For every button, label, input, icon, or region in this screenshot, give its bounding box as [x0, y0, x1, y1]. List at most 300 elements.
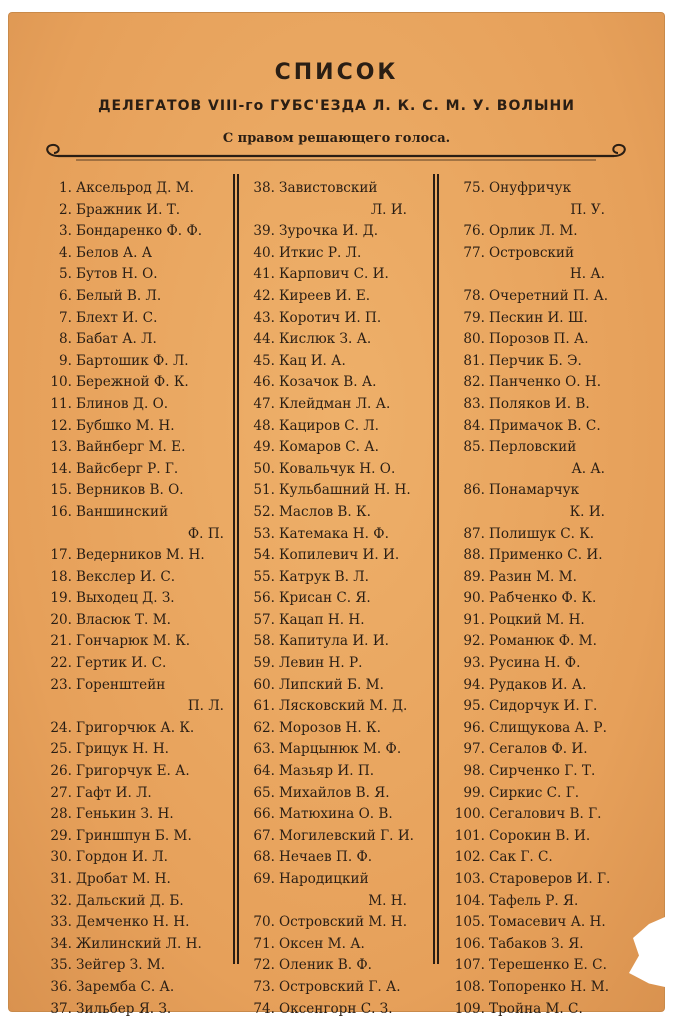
delegate-name: Перчик Б. Э.	[489, 352, 582, 369]
delegate-entry	[243, 308, 433, 330]
delegate-entry	[42, 459, 242, 481]
delegate-number: 95.	[463, 698, 485, 715]
delegate-entry	[243, 739, 433, 761]
delegate-number: 57.	[253, 611, 275, 628]
delegate-entry	[243, 329, 433, 351]
delegate-entry	[445, 610, 635, 632]
delegate-entry	[445, 308, 635, 330]
delegate-name: Блинов Д. О.	[76, 395, 169, 412]
document-sheet	[8, 12, 665, 1017]
delegate-entry	[243, 847, 433, 869]
delegate-name: Комаров С. А.	[279, 439, 379, 456]
delegate-number: 90.	[463, 590, 485, 607]
delegate-name: Кацап Н. Н.	[279, 611, 365, 628]
delegate-number: 87.	[463, 525, 485, 542]
document-subtitle: ДЕЛЕГАТОВ VIII-го ГУБС'ЕЗДА Л. К. С. М. У. ВОЛЫНИ	[98, 98, 575, 114]
delegate-entry	[243, 999, 433, 1021]
delegate-entry	[243, 394, 433, 416]
delegate-name: Белов А. А	[76, 244, 153, 261]
delegate-entry	[243, 804, 433, 826]
delegate-number: 3.	[59, 223, 72, 240]
delegate-number: 68.	[253, 849, 275, 866]
delegate-entry	[42, 912, 242, 934]
delegate-entry	[42, 372, 242, 394]
delegate-initials: А. А.	[571, 460, 605, 477]
delegate-entry	[243, 372, 433, 394]
delegate-entry	[243, 351, 433, 373]
delegate-name: Народицкий	[279, 871, 369, 887]
delegate-name: Верников В. О.	[76, 482, 184, 499]
delegate-entry	[243, 588, 433, 610]
delegate-entry	[42, 610, 242, 632]
delegate-number: 86.	[463, 482, 485, 499]
delegate-entry	[42, 437, 242, 459]
delegate-number: 67.	[253, 827, 275, 844]
delegate-name: Романюк Ф. М.	[489, 633, 597, 650]
delegate-number: 91.	[463, 611, 485, 628]
delegate-number: 38.	[253, 180, 275, 196]
delegate-name: Ваншинский	[76, 503, 169, 520]
delegate-initials: К. И.	[569, 503, 605, 520]
delegate-entry	[445, 869, 635, 891]
delegate-name: Табаков З. Я.	[489, 935, 584, 952]
delegate-number: 62.	[253, 719, 275, 736]
delegate-number: 106.	[454, 935, 485, 952]
delegate-name: Бутов Н. О.	[76, 266, 158, 283]
delegate-number: 103.	[454, 871, 485, 887]
delegate-name: Порозов П. А.	[489, 331, 589, 348]
delegate-number: 56.	[253, 590, 275, 607]
delegate-name: Михайлов В. Я.	[279, 784, 390, 801]
delegate-entry	[445, 955, 635, 977]
delegate-entry	[445, 221, 635, 243]
delegate-entry	[445, 739, 635, 761]
delegate-name: Катрук В. Л.	[279, 568, 369, 585]
delegate-entry	[243, 416, 433, 438]
delegate-number: 31.	[50, 871, 72, 887]
delegate-entry	[445, 631, 635, 653]
delegate-number: 64.	[253, 763, 275, 780]
delegate-name: Тафель Р. Я.	[489, 892, 579, 909]
delegate-number: 16.	[50, 503, 72, 520]
delegate-name: Нечаев П. Ф.	[279, 849, 373, 866]
delegate-number: 85.	[463, 439, 485, 456]
delegate-number: 7.	[59, 309, 72, 326]
delegate-entry	[243, 761, 433, 783]
delegate-name: Вайнберг М. Е.	[76, 439, 186, 456]
delegate-initials: Л. И.	[370, 201, 407, 218]
delegate-number: 74.	[253, 1000, 275, 1017]
delegate-number: 105.	[454, 914, 485, 931]
delegate-number: 49.	[253, 439, 275, 456]
delegate-name: Сиркис С. Г.	[489, 784, 580, 801]
delegate-name: Бондаренко Ф. Ф.	[76, 223, 203, 240]
delegate-name: Оленик В. Ф.	[279, 957, 372, 974]
delegate-initials: Ф. П.	[187, 525, 224, 542]
delegate-number: 33.	[50, 914, 72, 931]
delegate-entry	[445, 675, 635, 697]
delegate-name: Вайсберг Р. Г.	[76, 460, 179, 477]
voting-rights-note: С правом решающего голоса.	[222, 131, 451, 146]
delegate-number: 47.	[253, 395, 275, 412]
delegate-entry	[445, 934, 635, 956]
delegate-name: Сирченко Г. Т.	[489, 763, 596, 780]
delegate-name: Жилинский Л. Н.	[76, 935, 202, 952]
delegate-number: 8.	[59, 331, 72, 348]
delegate-name: Маслов В. К.	[279, 503, 371, 520]
delegate-name: Роцкий М. Н.	[489, 611, 585, 628]
delegate-name: Гончарюк М. К.	[76, 633, 191, 650]
delegate-name: Бережной Ф. К.	[76, 374, 189, 391]
delegate-number: 107.	[454, 957, 485, 974]
delegate-entry	[42, 264, 242, 286]
delegate-entry	[42, 977, 242, 999]
delegate-name: Зейгер З. М.	[76, 957, 166, 974]
delegate-name: Катемака Н. Ф.	[279, 525, 389, 542]
delegate-entry	[42, 329, 242, 351]
delegate-entry	[243, 696, 433, 718]
delegate-name: Перловский	[489, 439, 577, 456]
delegate-number: 9.	[59, 352, 72, 369]
delegate-column-1	[42, 178, 242, 1020]
delegate-name: Григорчюк А. К.	[76, 719, 195, 736]
delegate-name: Сидорчук И. Г.	[489, 698, 598, 715]
delegate-entry	[42, 718, 242, 740]
delegate-name: Морозов Н. К.	[279, 719, 381, 736]
delegate-entry	[42, 783, 242, 805]
delegate-entry	[243, 243, 433, 265]
delegate-name: Липский Б. М.	[279, 676, 384, 693]
delegate-name: Коротич И. П.	[279, 309, 382, 326]
delegate-number: 89.	[463, 568, 485, 585]
delegate-number: 22.	[50, 655, 72, 672]
delegate-number: 97.	[463, 741, 485, 758]
delegate-name: Марцынюк М. Ф.	[279, 741, 402, 758]
delegate-entry	[243, 631, 433, 653]
delegate-number: 40.	[253, 244, 275, 261]
delegate-entry	[445, 718, 635, 740]
delegate-name: Орлик Л. М.	[489, 223, 578, 240]
delegate-entry	[243, 221, 433, 243]
delegate-number: 10.	[50, 374, 72, 391]
delegate-entry	[42, 934, 242, 956]
delegate-entry	[243, 955, 433, 977]
delegate-number: 18.	[50, 568, 72, 585]
delegate-name: Кац И. А.	[279, 352, 346, 369]
delegate-number: 78.	[463, 287, 485, 304]
delegate-name: Оксенгорн С. З.	[279, 1000, 393, 1017]
delegate-entry	[445, 286, 635, 308]
delegate-name: Гриншпун Б. М.	[76, 827, 192, 844]
delegate-number: 100.	[454, 806, 485, 823]
delegate-name: Островский М. Н.	[279, 914, 408, 931]
delegate-name: Русина Н. Ф.	[489, 655, 581, 672]
delegate-name: Матюхина О. В.	[279, 806, 393, 823]
delegate-entry	[243, 545, 433, 567]
delegate-number: 5.	[59, 266, 72, 283]
delegate-name: Староверов И. Г.	[489, 871, 611, 887]
delegate-entry	[42, 394, 242, 416]
delegate-entry	[445, 480, 635, 502]
delegate-entry	[42, 869, 242, 891]
delegate-entry	[42, 804, 242, 826]
delegate-number: 81.	[463, 352, 485, 369]
delegate-number: 23.	[50, 676, 72, 693]
delegate-entry	[243, 912, 433, 934]
delegate-name: Лясковский М. Д.	[279, 698, 408, 715]
delegate-name: Крисан С. Я.	[279, 590, 371, 607]
delegate-number: 82.	[463, 374, 485, 391]
delegate-name: Генькин З. Н.	[76, 806, 174, 823]
delegate-number: 53.	[253, 525, 275, 542]
delegate-name: Власюк Т. М.	[76, 611, 171, 628]
delegate-name: Ковальчук Н. О.	[279, 460, 396, 477]
delegate-number: 79.	[463, 309, 485, 326]
delegate-name: Пескин И. Ш.	[489, 309, 588, 326]
delegate-number: 109.	[454, 1000, 485, 1017]
delegate-entry	[243, 977, 433, 999]
delegate-number: 11.	[50, 395, 72, 412]
delegate-entry	[42, 178, 242, 200]
delegate-number: 76.	[463, 223, 485, 240]
delegate-column-2	[243, 178, 433, 1020]
delegate-number: 15.	[50, 482, 72, 499]
delegate-initials: М. Н.	[368, 892, 407, 909]
delegate-name: Аксельрод Д. М.	[76, 180, 194, 196]
delegate-number: 71.	[253, 935, 275, 952]
delegate-number: 17.	[50, 547, 72, 564]
delegate-number: 42.	[253, 287, 275, 304]
delegate-entry	[243, 869, 433, 891]
delegate-entry	[445, 178, 635, 200]
delegate-entry	[42, 847, 242, 869]
delegate-name: Примачок В. С.	[489, 417, 601, 434]
delegate-entry	[42, 243, 242, 265]
delegate-number: 108.	[454, 978, 485, 995]
delegate-number: 61.	[253, 698, 275, 715]
delegate-number: 77.	[463, 244, 485, 261]
delegate-name: Заремба С. А.	[76, 978, 175, 995]
delegate-number: 70.	[253, 914, 275, 931]
delegate-name: Левин Н. Р.	[279, 655, 363, 672]
delegate-number: 54.	[253, 547, 275, 564]
delegate-number: 30.	[50, 849, 72, 866]
delegate-name: Сегалович В. Г.	[489, 806, 602, 823]
delegate-entry	[243, 783, 433, 805]
delegate-number: 84.	[463, 417, 485, 434]
delegate-number: 99.	[463, 784, 485, 801]
delegate-entry	[445, 696, 635, 718]
delegate-number: 69.	[253, 871, 275, 887]
delegate-name: Завистовский	[279, 180, 378, 196]
delegate-name: Зильбер Я. З.	[76, 1000, 172, 1017]
delegate-entry	[445, 891, 635, 913]
delegate-name: Ведерников М. Н.	[76, 547, 205, 564]
delegate-entry	[42, 480, 242, 502]
delegate-number: 80.	[463, 331, 485, 348]
delegate-number: 63.	[253, 741, 275, 758]
delegate-entry	[42, 761, 242, 783]
delegate-name: Рудаков И. А.	[489, 676, 587, 693]
delegate-entry	[445, 761, 635, 783]
delegate-entry	[42, 826, 242, 848]
delegate-number: 83.	[463, 395, 485, 412]
delegate-name: Полишук С. К.	[489, 525, 595, 542]
delegate-number: 19.	[50, 590, 72, 607]
delegate-entry	[42, 999, 242, 1021]
delegate-entry	[243, 502, 433, 524]
delegate-name: Бартошик Ф. Л.	[76, 352, 189, 369]
delegate-name: Сак Г. С.	[489, 849, 553, 866]
delegate-entry	[243, 178, 433, 200]
delegate-name: Понамарчук	[489, 482, 580, 499]
delegate-entry	[42, 286, 242, 308]
delegate-number: 26.	[50, 763, 72, 780]
delegate-name: Блехт И. С.	[76, 309, 158, 326]
delegate-entry	[445, 588, 635, 610]
delegate-number: 60.	[253, 676, 275, 693]
delegate-initials: П. У.	[570, 201, 605, 218]
delegate-number: 88.	[463, 547, 485, 564]
delegate-number: 52.	[253, 503, 275, 520]
delegate-entry	[445, 847, 635, 869]
delegate-number: 48.	[253, 417, 275, 434]
delegate-name: Киреев И. Е.	[279, 287, 371, 304]
delegate-name: Сегалов Ф. И.	[489, 741, 588, 758]
delegate-entry	[445, 977, 635, 999]
delegate-number: 39.	[253, 223, 275, 240]
delegate-entry	[445, 783, 635, 805]
delegate-number: 73.	[253, 978, 275, 995]
delegate-name: Терешенко Е. С.	[489, 957, 607, 974]
delegate-name: Зурочка И. Д.	[279, 223, 379, 240]
delegate-entry	[445, 437, 635, 459]
delegate-name: Дальский Д. Б.	[76, 892, 184, 909]
delegate-number: 44.	[253, 331, 275, 348]
delegate-initials: Н. А.	[569, 266, 605, 283]
delegate-entry	[445, 999, 635, 1021]
delegate-entry	[243, 524, 433, 546]
delegate-entry	[243, 264, 433, 286]
delegate-name: Панченко О. Н.	[489, 374, 602, 391]
delegate-name: Слищукова А. Р.	[489, 719, 607, 736]
delegate-entry	[445, 351, 635, 373]
delegate-name: Островский	[489, 244, 575, 261]
delegate-entry	[42, 588, 242, 610]
delegate-name: Демченко Н. Н.	[76, 914, 190, 931]
delegate-entry	[243, 653, 433, 675]
delegate-name: Бражник И. Т.	[76, 201, 181, 218]
delegate-entry	[445, 804, 635, 826]
delegate-number: 96.	[463, 719, 485, 736]
delegate-number: 65.	[253, 784, 275, 801]
delegate-name: Капитула И. И.	[279, 633, 389, 650]
delegate-number: 66.	[253, 806, 275, 823]
delegate-name: Гафт И. Л.	[76, 784, 152, 801]
delegate-number: 51.	[253, 482, 275, 499]
delegate-entry	[243, 437, 433, 459]
delegate-name: Оксен М. А.	[279, 935, 365, 952]
delegate-number: 13.	[50, 439, 72, 456]
delegate-name: Кациров С. Л.	[279, 417, 379, 434]
delegate-number: 102.	[454, 849, 485, 866]
delegate-name: Козачок В. А.	[279, 374, 377, 391]
delegate-name: Островский Г. А.	[279, 978, 401, 995]
delegate-name: Тройна М. С.	[489, 1000, 583, 1017]
delegate-name: Копилевич И. И.	[279, 547, 400, 564]
delegate-column-3	[445, 178, 635, 1020]
delegate-number: 28.	[50, 806, 72, 823]
delegate-name: Топоренко Н. М.	[489, 978, 610, 995]
delegate-number: 4.	[59, 244, 72, 261]
delegate-entry	[243, 675, 433, 697]
delegate-name: Рабченко Ф. К.	[489, 590, 597, 607]
delegate-number: 6.	[59, 287, 72, 304]
delegate-name: Сорокин В. И.	[489, 827, 591, 844]
delegate-number: 24.	[50, 719, 72, 736]
delegate-number: 20.	[50, 611, 72, 628]
delegate-name: Белый В. Л.	[76, 287, 162, 304]
delegate-entry	[42, 653, 242, 675]
delegate-name: Горенштейн	[76, 676, 166, 693]
delegate-number: 37.	[50, 1000, 72, 1017]
delegate-number: 98.	[463, 763, 485, 780]
delegate-name: Могилевский Г. И.	[279, 827, 414, 844]
delegate-initials: П. Л.	[187, 698, 224, 715]
delegate-number: 92.	[463, 633, 485, 650]
delegate-name: Кислюк З. А.	[279, 331, 372, 348]
delegate-name: Бабат А. Л.	[76, 331, 157, 348]
delegate-entry	[445, 524, 635, 546]
delegate-entry	[445, 416, 635, 438]
delegate-entry	[42, 200, 242, 222]
delegate-number: 55.	[253, 568, 275, 585]
delegate-number: 32.	[50, 892, 72, 909]
delegate-entry	[243, 459, 433, 481]
delegate-entry	[42, 675, 242, 697]
delegate-name: Очеретний П. А.	[489, 287, 609, 304]
delegate-name: Грицук Н. Н.	[76, 741, 169, 758]
delegate-number: 72.	[253, 957, 275, 974]
document-title: СПИСОК	[274, 60, 399, 85]
delegate-number: 12.	[50, 417, 72, 434]
delegate-number: 41.	[253, 266, 275, 283]
delegate-number: 29.	[50, 827, 72, 844]
delegate-entry	[243, 718, 433, 740]
delegate-entry	[445, 372, 635, 394]
delegate-entry	[42, 631, 242, 653]
delegate-entry	[243, 567, 433, 589]
delegate-number: 2.	[59, 201, 72, 218]
delegate-number: 101.	[454, 827, 485, 844]
delegate-number: 59.	[253, 655, 275, 672]
delegate-number: 58.	[253, 633, 275, 650]
delegate-number: 34.	[50, 935, 72, 952]
delegate-entry	[243, 610, 433, 632]
delegate-entry	[445, 243, 635, 265]
delegate-number: 21.	[50, 633, 72, 650]
delegate-entry	[243, 480, 433, 502]
ornament-divider	[36, 140, 636, 170]
delegate-name: Клейдман Л. А.	[279, 395, 391, 412]
delegate-number: 43.	[253, 309, 275, 326]
delegate-entry	[42, 545, 242, 567]
delegate-name: Карпович С. И.	[279, 266, 389, 283]
delegate-number: 36.	[50, 978, 72, 995]
delegate-name: Томасевич А. Н.	[489, 914, 606, 931]
delegate-number: 45.	[253, 352, 275, 369]
delegate-name: Гордон И. Л.	[76, 849, 168, 866]
